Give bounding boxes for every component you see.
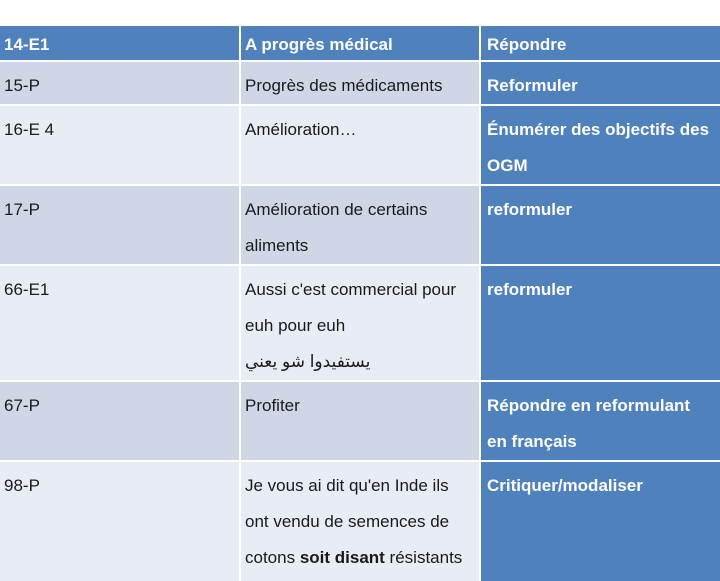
row-utterance <box>240 61 480 105</box>
dialogue-analysis-table <box>0 24 720 581</box>
utterance-line: ont vendu de semences de <box>245 512 450 531</box>
table-row <box>0 461 720 581</box>
row-function <box>480 461 720 581</box>
utterance-emphasis: soit disant <box>299 548 385 567</box>
row-function <box>480 265 720 381</box>
function-line: en français <box>487 432 577 451</box>
function-line: OGM <box>487 156 528 175</box>
table-row <box>0 265 720 381</box>
utterance-line: Profiter <box>245 396 300 415</box>
row-code: 16-E 4 <box>0 105 240 185</box>
row-code: 98-P <box>0 461 240 581</box>
row-utterance <box>240 105 480 185</box>
row-utterance <box>240 185 480 265</box>
function-line: Reformuler <box>487 76 578 95</box>
function-line: reformuler <box>487 200 573 219</box>
row-code: 67-P <box>0 381 240 461</box>
row-code: 15-P <box>0 61 240 105</box>
row-utterance <box>240 461 480 581</box>
function-line: reformuler <box>487 280 573 299</box>
row-utterance <box>240 265 480 381</box>
utterance-line <box>245 540 475 576</box>
row-code: 66-E1 <box>0 265 240 381</box>
table-row <box>0 381 720 461</box>
function-line: Énumérer des objectifs des <box>487 120 710 139</box>
table-row <box>0 61 720 105</box>
utterance-line: Amélioration de certains <box>245 200 428 219</box>
function-line: Répondre en reformulant <box>487 396 691 415</box>
utterance-text: cotons <box>245 548 300 567</box>
row-function <box>480 381 720 461</box>
row-utterance <box>240 381 480 461</box>
utterance-line: Progrès des médicaments <box>245 76 443 95</box>
utterance-line-arabic: يستفيدوا شو يعني <box>245 352 371 371</box>
header-utterance: A progrès médical <box>240 25 480 61</box>
header-function: Répondre <box>480 25 720 61</box>
utterance-text: résistants <box>384 548 463 567</box>
row-function <box>480 185 720 265</box>
table-row <box>0 105 720 185</box>
row-function <box>480 105 720 185</box>
table-row <box>0 185 720 265</box>
utterance-line: Je vous ai dit qu'en Inde ils <box>245 476 449 495</box>
row-function <box>480 61 720 105</box>
table-header-row <box>0 25 720 61</box>
utterance-line: Aussi c'est commercial pour <box>245 280 457 299</box>
utterance-line: euh pour euh <box>245 316 346 335</box>
utterance-line: aliments <box>245 236 309 255</box>
header-code: 14-E1 <box>0 25 240 61</box>
function-line: Critiquer/modaliser <box>487 476 643 495</box>
utterance-line: Amélioration… <box>245 120 357 139</box>
row-code: 17-P <box>0 185 240 265</box>
